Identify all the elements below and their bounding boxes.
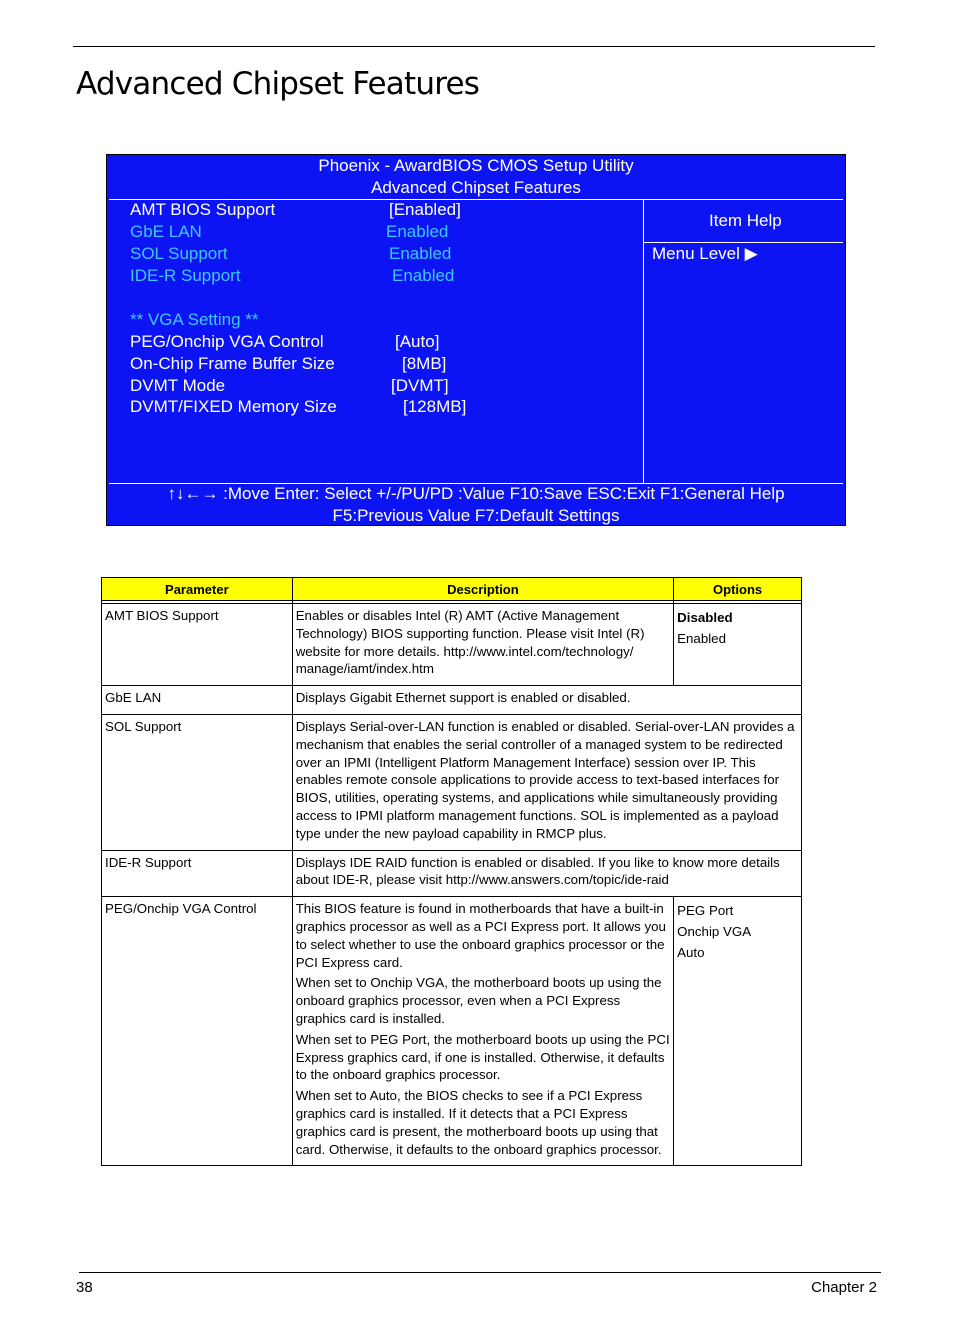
option-default: Disabled — [677, 610, 733, 625]
description-text: When set to PEG Port, the motherboard boots up using the PCI Express graphics card, if one is installed. Otherwise, it defaults to the onboard graphics processor. — [295, 1031, 670, 1083]
page-title: Advanced Chipset Features — [76, 66, 480, 102]
cell-description — [292, 604, 673, 686]
cell-description — [292, 897, 673, 1166]
bios-section-vga-setting: ** VGA Setting ** — [130, 310, 259, 329]
bios-menu-level: Menu Level ▶ — [652, 244, 758, 263]
table-row — [102, 604, 802, 686]
bios-item-ide-r-support: IDE-R Support — [130, 266, 241, 285]
bios-value-peg-onchip-vga-control[interactable]: [Auto] — [395, 332, 440, 351]
cell-description — [292, 714, 801, 850]
description-text: Enables or disables Intel (R) AMT (Active Management Technology) BIOS supporting function. Please visit Intel (R) website for more details. http://www.intel.com/technology/ manage/iamt/index.htm — [295, 608, 645, 677]
cell-options — [674, 897, 802, 1166]
option: PEG Port — [677, 903, 734, 919]
bios-item-dvmt-mode[interactable]: DVMT Mode — [130, 376, 226, 395]
cell-options — [674, 604, 802, 686]
parameter-table — [101, 577, 802, 1166]
table-row — [102, 686, 802, 715]
bios-title: Phoenix - AwardBIOS CMOS Setup Utility — [318, 156, 634, 175]
option: Enabled — [677, 631, 726, 646]
bottom-rule — [79, 1272, 881, 1273]
description-text: When set to Auto, the BIOS checks to see if a PCI Express graphics card is installed. If it detects that a PCI Express graphics card is present, the motherboard boots up using that card. Otherwise, it defaults to the onboard graphics processor. — [295, 1088, 662, 1157]
bios-item-help-title: Item Help — [709, 211, 782, 230]
description-text: Displays Serial-over-LAN function is enabled or disabled. Serial-over-LAN provides a mechanism that enables the serial controller of a managed system to be redirected over an IPMI (Intelligent Platform Management Interface) session over IP. This enables remote console applications to provide access to text-based interfaces for BIOS, utilities, operating systems, and applications while simultaneously providing access to IPMI platform management functions. SOL is implemented as a payload type under the new payload capability in RMCP plus. — [295, 718, 795, 841]
option: Onchip VGA — [677, 924, 752, 940]
bios-value-on-chip-frame-buffer-size[interactable]: [8MB] — [402, 354, 447, 373]
bios-value-gbe-lan: Enabled — [386, 222, 449, 241]
description-text: This BIOS feature is found in motherboards that have a built-in graphics processor as well as a PCI Express port. It allows you to select whether to use the onboard graphics processor or the PCI Express card. — [295, 901, 666, 970]
bios-subtitle: Advanced Chipset Features — [371, 178, 581, 197]
header-description: Description — [292, 578, 673, 601]
description-text: Displays Gigabit Ethernet support is enabled or disabled. — [295, 690, 631, 706]
cell-parameter: PEG/Onchip VGA Control — [102, 897, 293, 1166]
cell-parameter: IDE-R Support — [102, 850, 293, 897]
bios-item-dvmt-fixed-memory-size[interactable]: DVMT/FIXED Memory Size — [130, 397, 337, 416]
page-number: 38 — [76, 1279, 93, 1296]
table-row — [102, 850, 802, 897]
top-rule — [73, 46, 875, 47]
bios-item-on-chip-frame-buffer-size[interactable]: On-Chip Frame Buffer Size — [130, 354, 335, 373]
cell-parameter: SOL Support — [102, 714, 293, 850]
option: Auto — [677, 945, 705, 961]
bios-value-ide-r-support: Enabled — [392, 266, 455, 285]
cell-parameter: AMT BIOS Support — [102, 604, 293, 686]
header-parameter: Parameter — [102, 578, 293, 601]
bios-screen — [106, 154, 846, 526]
bios-item-sol-support: SOL Support — [130, 244, 228, 263]
cell-description — [292, 850, 801, 897]
table-header-row — [102, 578, 802, 601]
bios-footer-keys: ↑↓←→ :Move Enter: Select +/-/PU/PD :Value F10:Save ESC:Exit F1:General Help — [167, 484, 785, 503]
table-row — [102, 714, 802, 850]
bios-value-amt-bios-support[interactable]: [Enabled] — [389, 200, 461, 219]
bios-footer-keys-2: F5:Previous Value F7:Default Settings — [332, 506, 620, 525]
bios-value-sol-support: Enabled — [389, 244, 452, 263]
chapter-label: Chapter 2 — [811, 1279, 877, 1296]
bios-item-amt-bios-support[interactable]: AMT BIOS Support — [130, 200, 276, 219]
bios-value-dvmt-fixed-memory-size[interactable]: [128MB] — [403, 397, 467, 416]
description-text: When set to Onchip VGA, the motherboard boots up using the onboard graphics processor, even when a PCI Express graphics card is installed. — [295, 975, 662, 1026]
bios-item-peg-onchip-vga-control[interactable]: PEG/Onchip VGA Control — [130, 332, 324, 351]
bios-item-gbe-lan: GbE LAN — [130, 222, 202, 241]
cell-description — [292, 686, 801, 715]
cell-parameter: GbE LAN — [102, 686, 293, 715]
table-row — [102, 897, 802, 1166]
header-options: Options — [674, 578, 802, 601]
bios-value-dvmt-mode[interactable]: [DVMT] — [391, 376, 449, 395]
description-text: Displays IDE RAID function is enabled or disabled. If you like to know more details about IDE-R, please visit http://www.answers.com/topic/ide-raid — [295, 854, 780, 888]
